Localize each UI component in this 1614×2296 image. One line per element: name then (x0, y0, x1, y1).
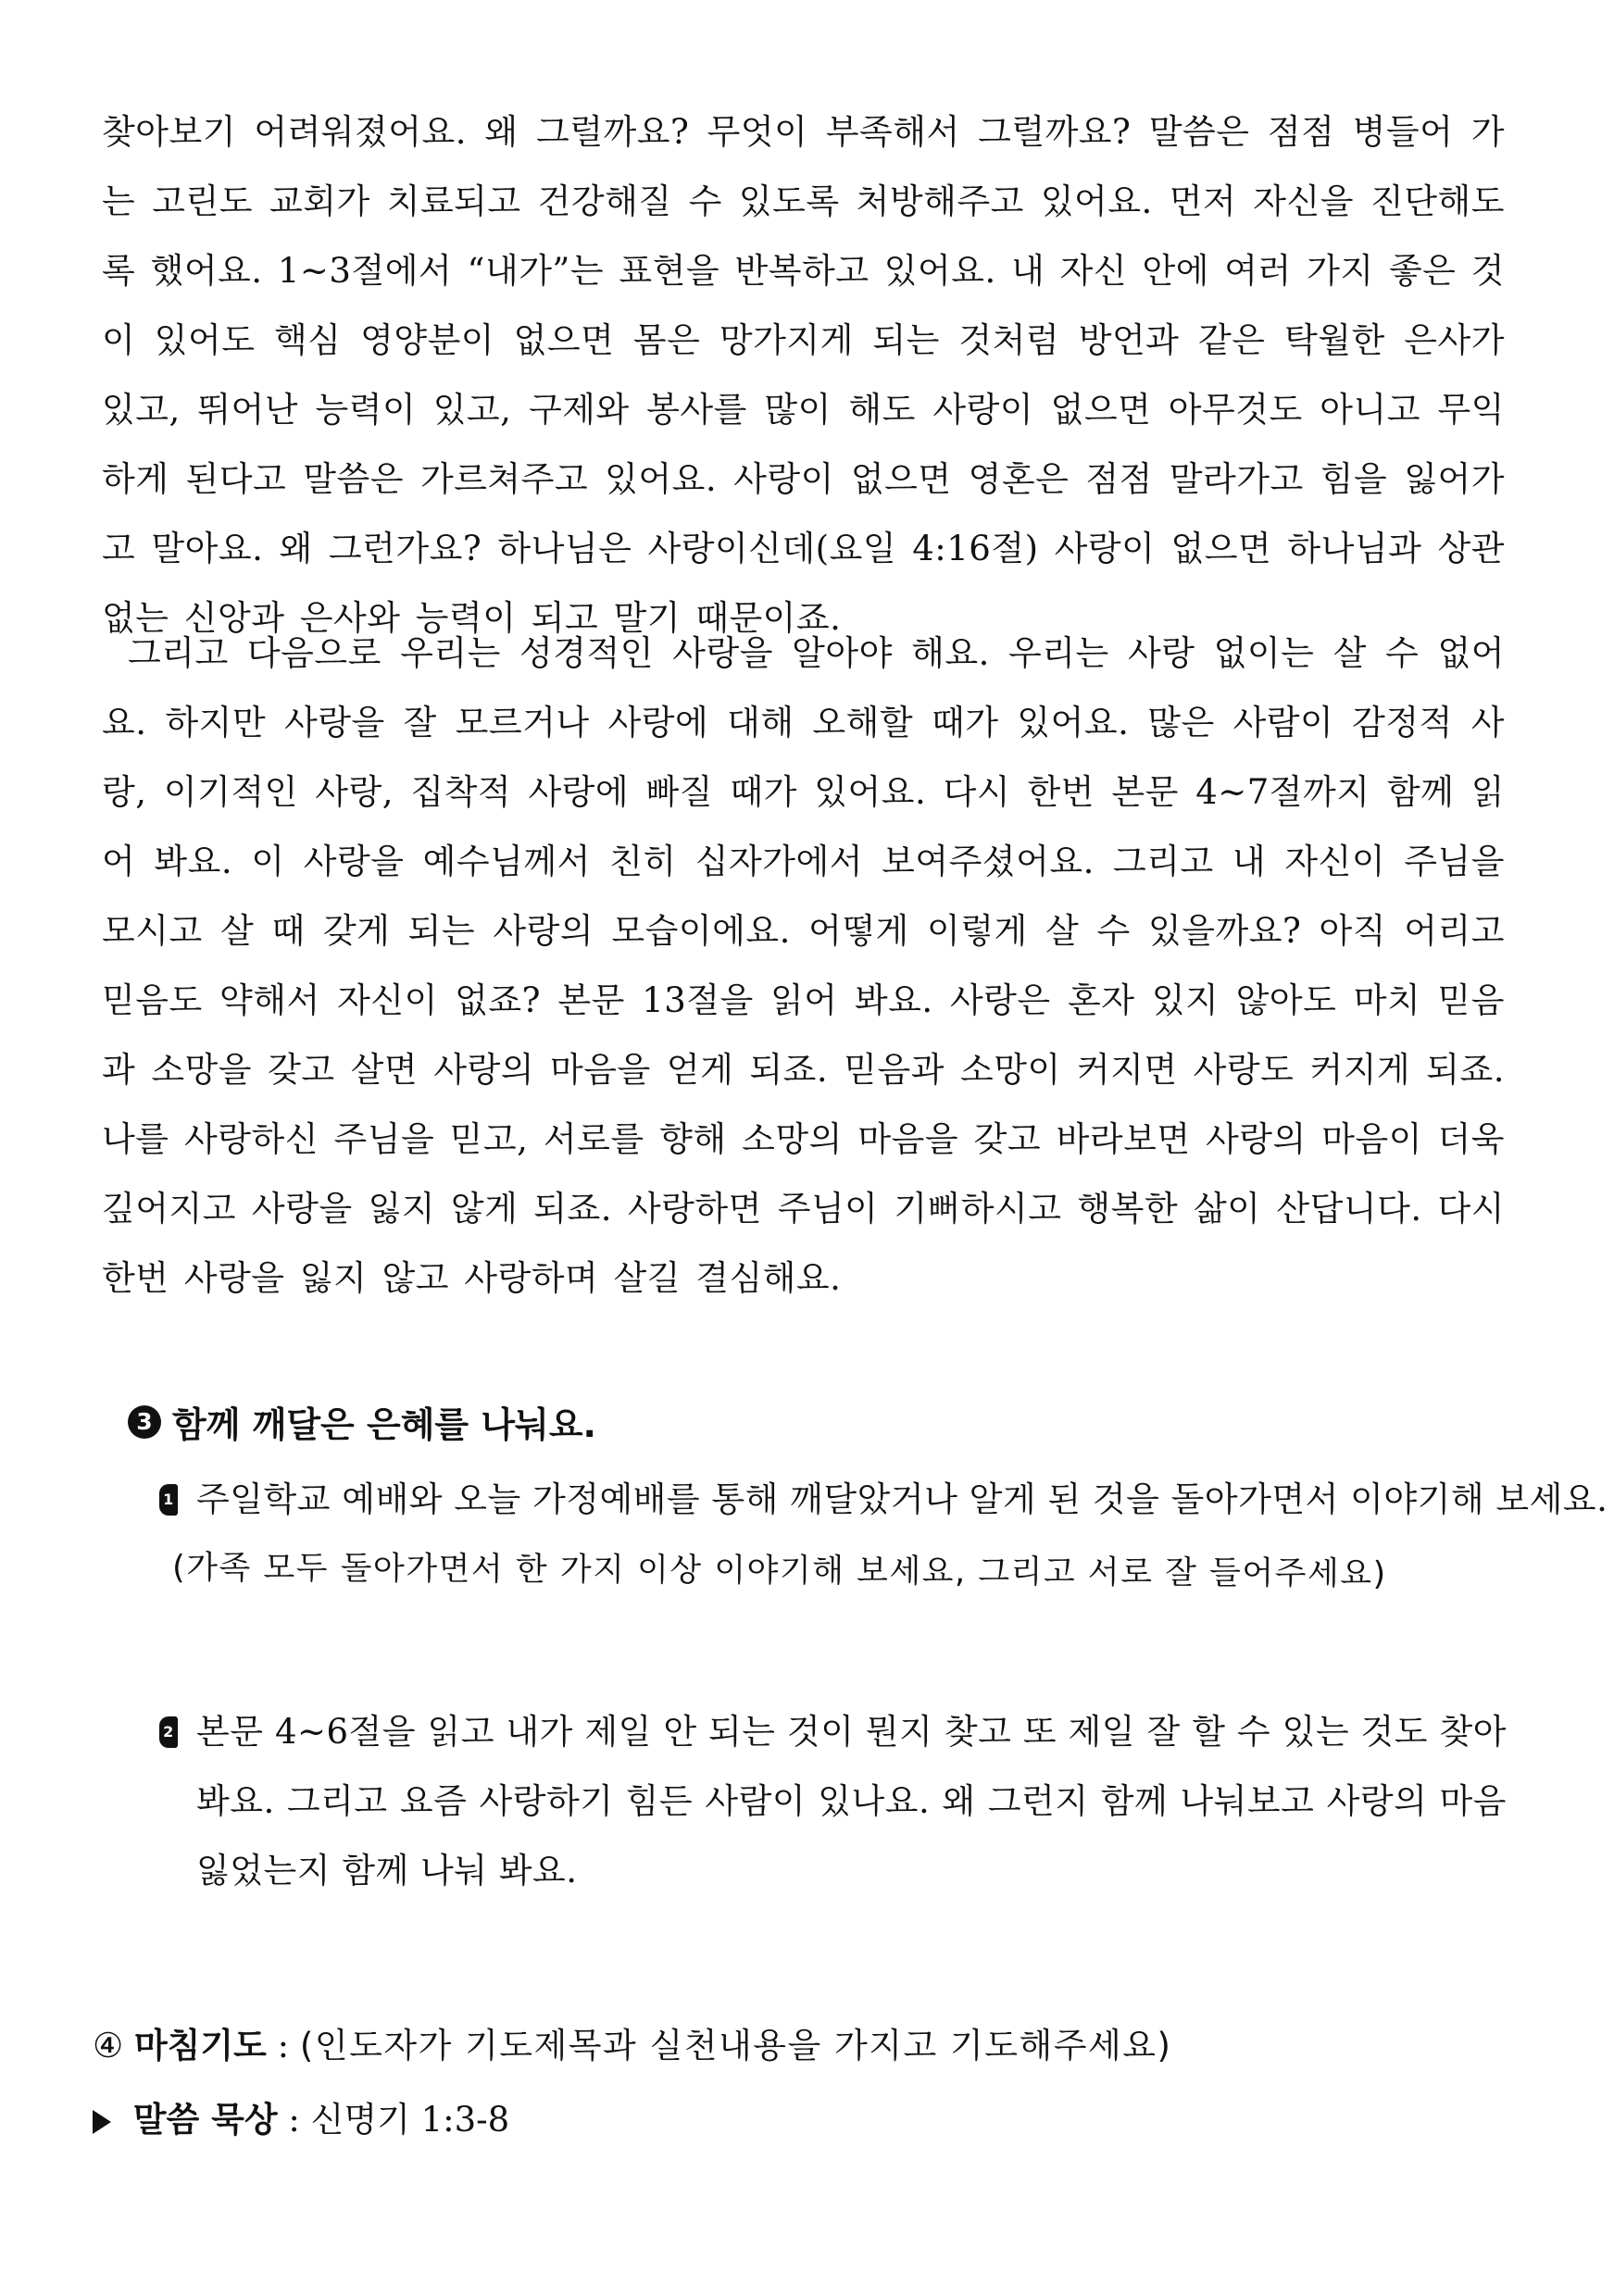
meditation-reference: 신명기 1:3-8 (310, 2100, 510, 2140)
section-3-heading (128, 1396, 596, 1447)
prayer-separator: : (277, 2026, 300, 2065)
body-paragraph-1: 찾아보기 어려워졌어요. 왜 그럴까요? 무엇이 부족해서 그럴까요? 말씀은 점점 병들어 가는 고린도 교회가 치료되고 건강해질 수 있도록 처방해주고 있어요. 먼저 자신을 진단해도록 했어요. 1~3절에서 “내가”는 표현을 반복하고 있어요. 내 자신 안에 여러 가지 좋은 것이 있어도 핵심 영양분이 없으면 몸은 망가지게 되는 것처럼 방언과 같은 탁월한 은사가 있고, 뛰어난 능력이 있고, 구제와 봉사를 많이 해도 사랑이 없으면 아무것도 아니고 무익하게 된다고 말씀은 가르쳐주고 있어요. 사랑이 없으면 영혼은 점점 말라가고 힘을 잃어가고 말아요. 왜 그런가요? 하나님은 사랑이신데(요일 4:16절) 사랑이 없으면 하나님과 상관없는 신앙과 은사와 능력이 되고 말기 때문이죠. (102, 112, 1505, 638)
item-text: 본문 4~6절을 읽고 내가 제일 안 되는 것이 뭔지 찾고 또 제일 잘 할 수 있는 것도 찾아봐요. 그리고 요즘 사랑하기 힘든 사람이 있나요. 왜 그런지 함께 나눠보고 사랑의 마음 잃었는지 함께 나눠 봐요. (196, 1712, 1507, 1890)
prayer-label: 마침기도 (133, 2026, 267, 2065)
meditation-line (93, 2092, 509, 2148)
prayer-note: (인도자가 기도제목과 실천내용을 가지고 기도해주세요) (299, 2026, 1172, 2065)
section-number-badge: 3 (128, 1405, 161, 1439)
prayer-marker: ④ (93, 2026, 124, 2065)
handwritten-note: (가족 모두 돌아가면서 한 가지 이상 이야기해 보세요, 그리고 서로 잘 들어주세요) (171, 1549, 1387, 1593)
body-paragraph-2: 그리고 다음으로 우리는 성경적인 사랑을 알아야 해요. 우리는 사랑 없이는 살 수 없어요. 하지만 사랑을 잘 모르거나 사랑에 대해 오해할 때가 있어요. 많은 사람이 감정적 사랑, 이기적인 사랑, 집착적 사랑에 빠질 때가 있어요. 다시 한번 본문 4~7절까지 함께 읽어 봐요. 이 사랑을 예수님께서 친히 십자가에서 보여주셨어요. 그리고 내 자신이 주님을 모시고 살 때 갖게 되는 사랑의 모습이에요. 어떻게 이렇게 살 수 있을까요? 아직 어리고 믿음도 약해서 자신이 없죠? 본문 13절을 읽어 봐요. 사랑은 혼자 있지 않아도 마치 믿음과 소망을 갖고 살면 사랑의 마음을 얻게 되죠. 믿음과 소망이 커지면 사랑도 커지게 되죠. 나를 사랑하신 주님을 믿고, 서로를 향해 소망의 마음을 갖고 바라보면 사랑의 마음이 더욱 깊어지고 사랑을 잃지 않게 되죠. 사랑하면 주님이 기뻐하시고 행복한 삶이 산답니다. 다시 한번 사랑을 잃지 않고 사랑하며 살길 결심해요. (102, 633, 1505, 1298)
item-number-badge: 1 (159, 1484, 178, 1516)
section-title: 함께 깨달은 은혜를 나눠요. (172, 1404, 596, 1445)
meditation-label: 말씀 묵상 (132, 2100, 278, 2140)
triangle-bullet-icon (93, 2110, 111, 2134)
item-number-badge: 2 (159, 1716, 178, 1748)
meditation-separator: : (288, 2100, 311, 2140)
closing-prayer-line (93, 2018, 1171, 2074)
item-text: 주일학교 예배와 오늘 가정예배를 통해 깨달았거나 알게 된 것을 돌아가면서 이야기해 보세요. (196, 1479, 1608, 1519)
